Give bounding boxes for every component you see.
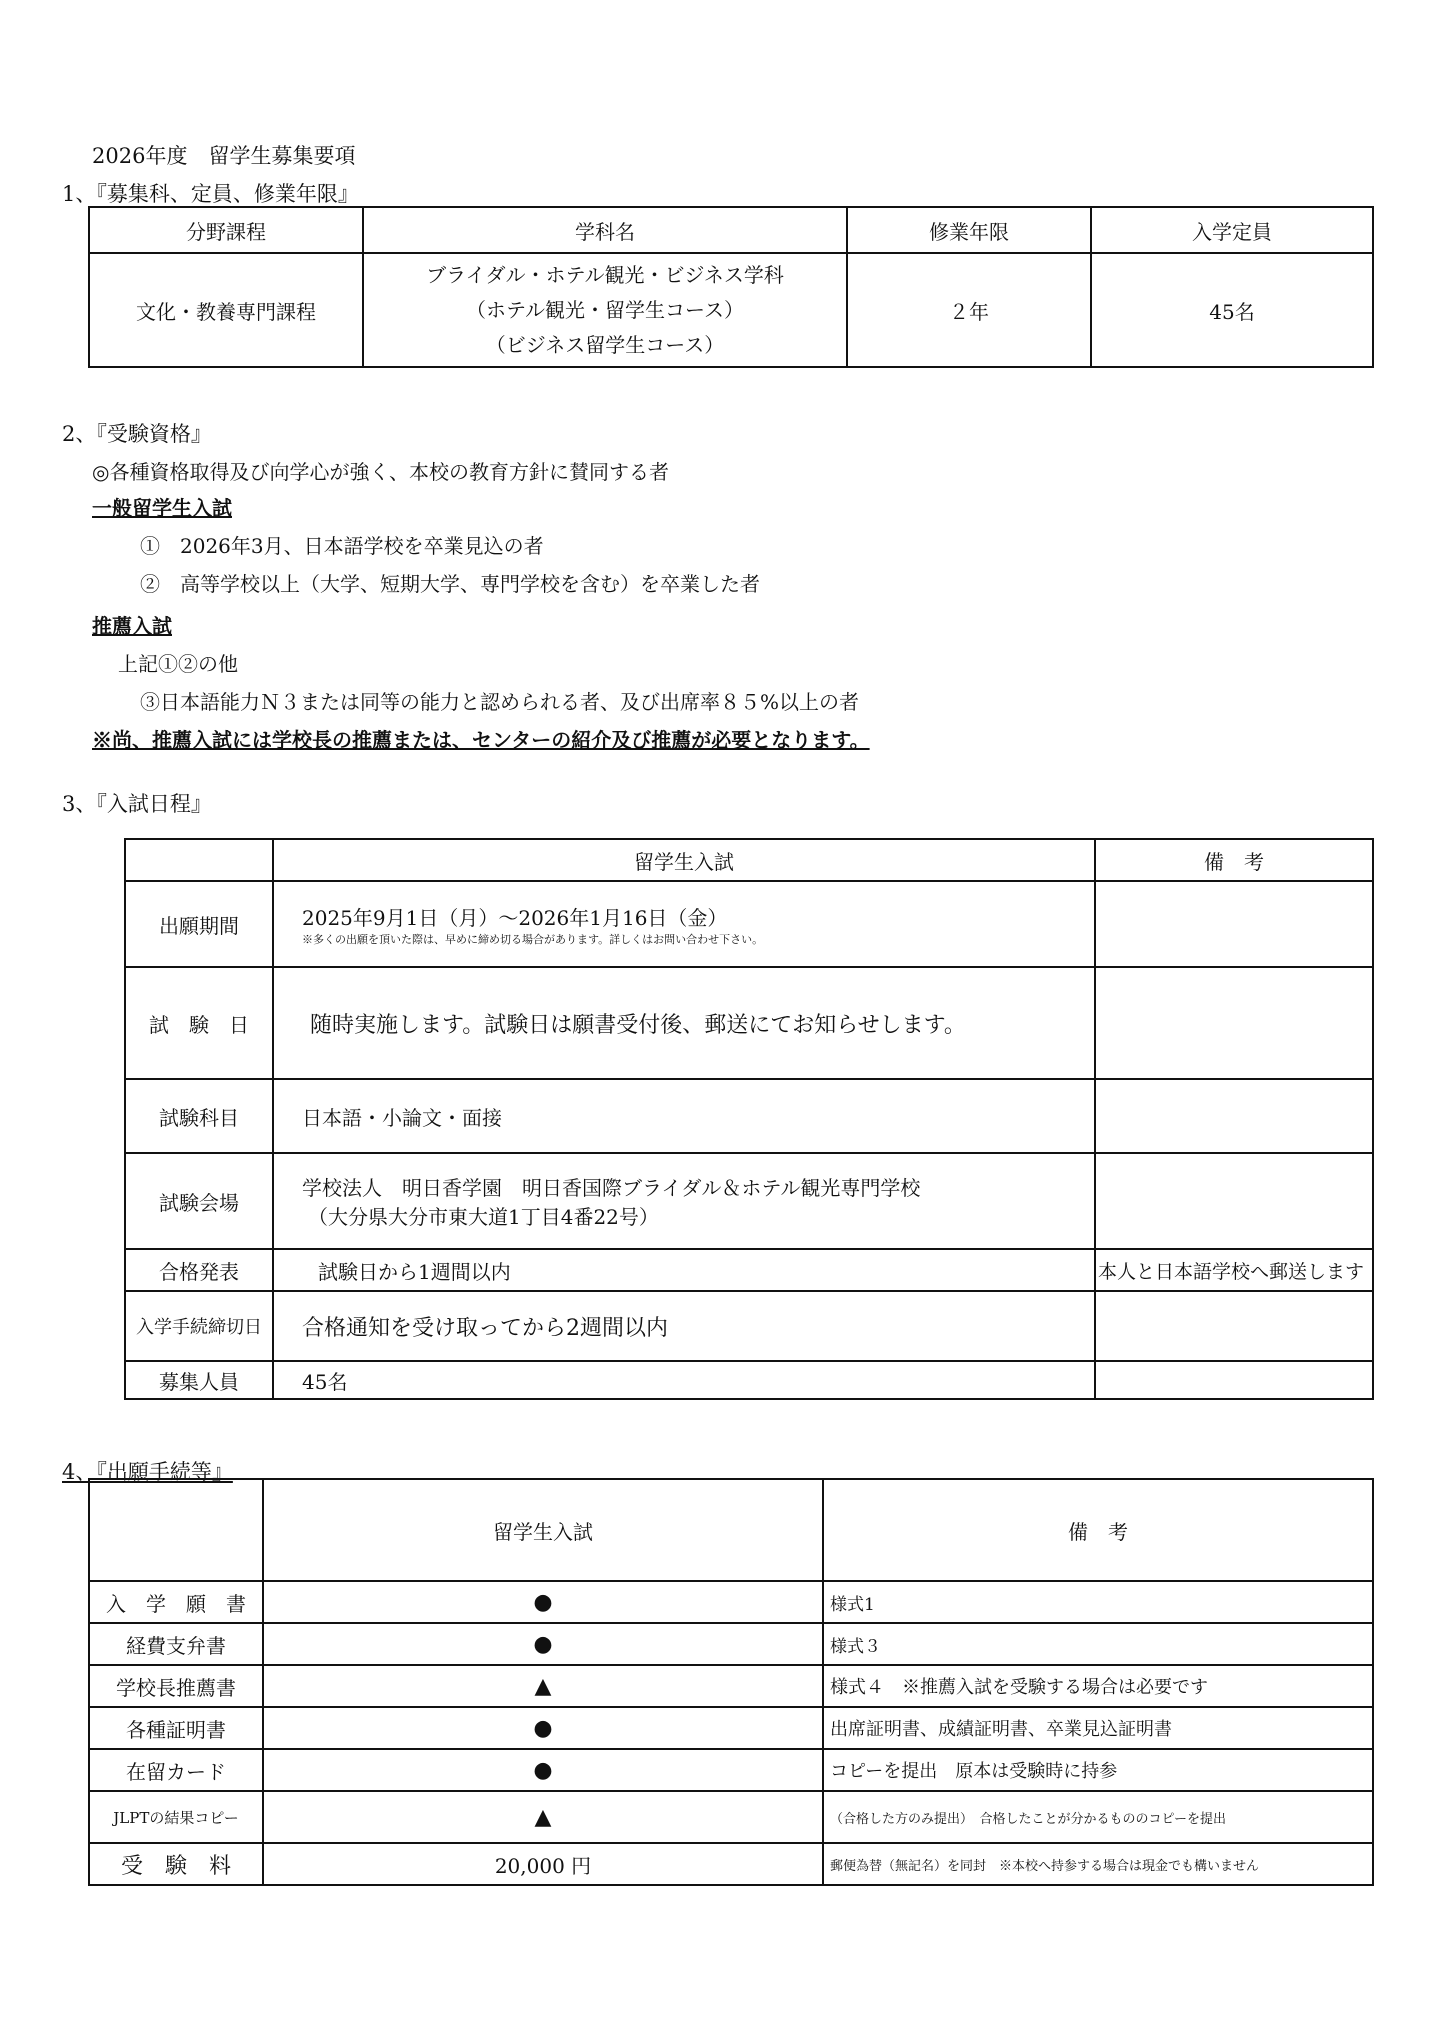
table-row bbox=[89, 1707, 1373, 1749]
schedule-table bbox=[124, 838, 1374, 1400]
row-label: 入学手続締切日 bbox=[125, 1291, 273, 1361]
field-value: 文化・教養専門課程 bbox=[89, 253, 363, 367]
general-exam-title: 一般留学生入試 bbox=[92, 496, 232, 520]
exam-fee: 20,000 円 bbox=[263, 1843, 823, 1885]
dept-line: （ホテル観光・留学生コース） bbox=[466, 297, 744, 322]
row-value: 2025年9月1日（月）～2026年1月16日（金） bbox=[302, 905, 728, 930]
row-note: 郵便為替（無記名）を同封 ※本校へ持参する場合は現金でも構いません bbox=[823, 1843, 1373, 1885]
row-note bbox=[1095, 1079, 1373, 1153]
row-value: 日本語・小論文・面接 bbox=[273, 1079, 1095, 1153]
row-value: 試験日から1週間以内 bbox=[273, 1249, 1095, 1291]
table-row bbox=[89, 1843, 1373, 1885]
row-label: 募集人員 bbox=[125, 1361, 273, 1399]
row-note bbox=[1095, 1361, 1373, 1399]
section-1-table bbox=[88, 206, 1374, 368]
table-row bbox=[125, 967, 1373, 1079]
row-value: 合格通知を受け取ってから2週間以内 bbox=[273, 1291, 1095, 1361]
schedule-header-notes: 備 考 bbox=[1095, 839, 1373, 881]
row-label: 経費支弁書 bbox=[89, 1623, 263, 1665]
row-mark: ▲ bbox=[263, 1791, 823, 1843]
row-note bbox=[1095, 1153, 1373, 1249]
table-row bbox=[125, 1291, 1373, 1361]
row-label: 在留カード bbox=[89, 1749, 263, 1791]
table-row bbox=[125, 881, 1373, 967]
row-note: （合格した方のみ提出） 合格したことが分かるもののコピーを提出 bbox=[823, 1791, 1373, 1843]
schedule-header-exam: 留学生入試 bbox=[273, 839, 1095, 881]
dept-line: （ビジネス留学生コース） bbox=[485, 332, 725, 357]
years-value: ２年 bbox=[847, 253, 1091, 367]
row-label: 試験科目 bbox=[125, 1079, 273, 1153]
row-subtext: ※多くの出願を頂いた際は、早めに締め切る場合があります。詳しくはお問い合わせ下さい。 bbox=[302, 932, 764, 946]
header-capacity: 入学定員 bbox=[1091, 207, 1373, 253]
table-row bbox=[89, 1581, 1373, 1623]
row-label: 出願期間 bbox=[125, 881, 273, 967]
table-row bbox=[125, 1249, 1373, 1291]
table-row bbox=[125, 1153, 1373, 1249]
row-mark: ● bbox=[263, 1707, 823, 1749]
dept-value bbox=[363, 253, 847, 367]
table-row bbox=[125, 1079, 1373, 1153]
application-header-exam: 留学生入試 bbox=[263, 1479, 823, 1581]
section-4-heading: 4、『出願手続等』 bbox=[62, 1460, 233, 1484]
recommendation-item-2: ③日本語能力Ｎ３または同等の能力と認められる者、及び出席率８５%以上の者 bbox=[140, 690, 860, 714]
application-table bbox=[88, 1478, 1374, 1886]
table-row bbox=[89, 1749, 1373, 1791]
page-title: 2026年度 留学生募集要項 bbox=[92, 144, 356, 168]
section-1-heading: 1、『募集科、定員、修業年限』 bbox=[62, 182, 359, 206]
header-dept: 学科名 bbox=[363, 207, 847, 253]
table-row bbox=[89, 1791, 1373, 1843]
section-2-heading: 2、『受験資格』 bbox=[62, 422, 212, 446]
row-note: コピーを提出 原本は受験時に持参 bbox=[823, 1749, 1373, 1791]
row-note: 本人と日本語学校へ郵送します bbox=[1095, 1249, 1373, 1291]
eligibility-intro: ◎各種資格取得及び向学心が強く、本校の教育方針に賛同する者 bbox=[92, 460, 670, 484]
row-label: 各種証明書 bbox=[89, 1707, 263, 1749]
general-item-1: ① 2026年3月、日本語学校を卒業見込の者 bbox=[140, 534, 544, 558]
row-note bbox=[1095, 967, 1373, 1079]
row-label: 入 学 願 書 bbox=[89, 1581, 263, 1623]
capacity-value: 45名 bbox=[1091, 253, 1373, 367]
row-label: 合格発表 bbox=[125, 1249, 273, 1291]
row-mark: ▲ bbox=[263, 1665, 823, 1707]
row-note: 様式４ ※推薦入試を受験する場合は必要です bbox=[823, 1665, 1373, 1707]
table-row bbox=[89, 1623, 1373, 1665]
row-value: 随時実施します。試験日は願書受付後、郵送にてお知らせします。 bbox=[273, 967, 1095, 1079]
header-field: 分野課程 bbox=[89, 207, 363, 253]
row-label: 学校長推薦書 bbox=[89, 1665, 263, 1707]
recommendation-exam-title: 推薦入試 bbox=[92, 614, 172, 638]
general-item-2: ② 高等学校以上（大学、短期大学、専門学校を含む）を卒業した者 bbox=[140, 572, 760, 596]
row-mark: ● bbox=[263, 1749, 823, 1791]
row-note bbox=[1095, 1291, 1373, 1361]
row-note: 様式３ bbox=[823, 1623, 1373, 1665]
section-3-heading: 3、『入試日程』 bbox=[62, 792, 212, 816]
table-row bbox=[89, 1665, 1373, 1707]
row-note: 出席証明書、成績証明書、卒業見込証明書 bbox=[823, 1707, 1373, 1749]
row-subtext: （大分県大分市東大道1丁目4番22号） bbox=[308, 1205, 659, 1229]
row-label: 試 験 日 bbox=[125, 967, 273, 1079]
row-mark: ● bbox=[263, 1581, 823, 1623]
recommendation-note: ※尚、推薦入試には学校長の推薦または、センターの紹介及び推薦が必要となります。 bbox=[92, 728, 870, 752]
header-years: 修業年限 bbox=[847, 207, 1091, 253]
row-note: 様式1 bbox=[823, 1581, 1373, 1623]
row-label: JLPTの結果コピー bbox=[89, 1791, 263, 1843]
recommendation-item-1: 上記①②の他 bbox=[118, 652, 238, 676]
row-note bbox=[1095, 881, 1373, 967]
row-value: 45名 bbox=[273, 1361, 1095, 1399]
row-label: 受 験 料 bbox=[89, 1843, 263, 1885]
row-mark: ● bbox=[263, 1623, 823, 1665]
row-label: 試験会場 bbox=[125, 1153, 273, 1249]
row-value: 学校法人 明日香学園 明日香国際ブライダル＆ホテル観光専門学校 bbox=[302, 1176, 921, 1200]
application-header-notes: 備 考 bbox=[823, 1479, 1373, 1581]
dept-line: ブライダル・ホテル観光・ビジネス学科 bbox=[426, 262, 784, 287]
table-row bbox=[125, 1361, 1373, 1399]
